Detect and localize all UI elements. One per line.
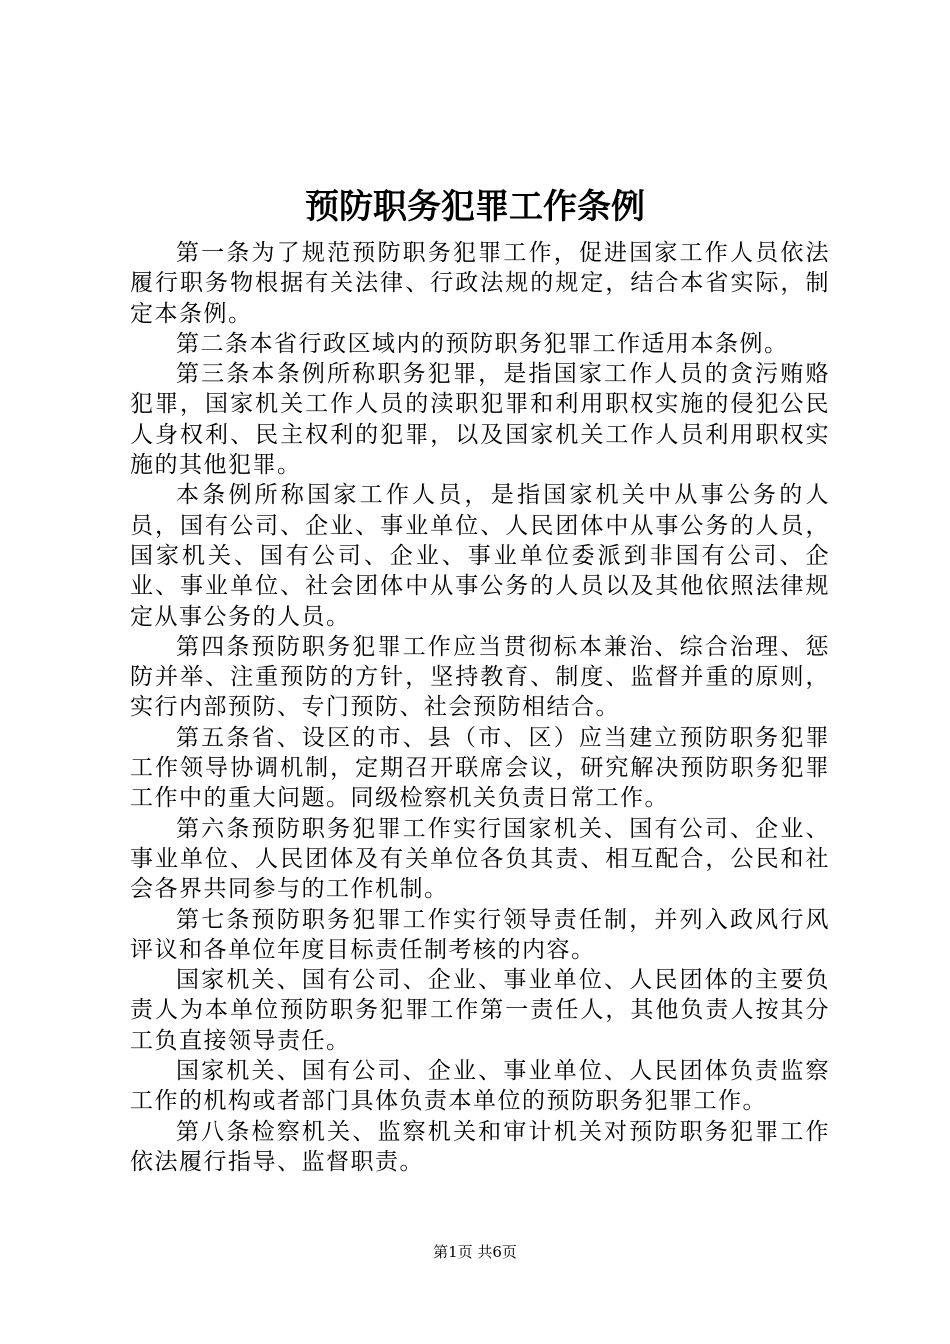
- paragraph-article-7-responsibility: 国家机关、国有公司、企业、事业单位、人民团体的主要负责人为本单位预防职务犯罪工作第一责任人，其他负责人按其分工负直接领导责任。: [130, 967, 830, 1054]
- paragraph-article-5: 第五条省、设区的市、县（市、区）应当建立预防职务犯罪工作领导协调机制，定期召开联席会议，研究解决预防职务犯罪工作中的重大问题。同级检察机关负责日常工作。: [130, 724, 830, 812]
- paragraph-article-6: 第六条预防职务犯罪工作实行国家机关、国有公司、企业、事业单位、人民团体及有关单位各负其责、相互配合，公民和社会各界共同参与的工作机制。: [130, 815, 830, 903]
- page-indicator: 第1页 共6页: [433, 1243, 517, 1261]
- document-body: [130, 238, 830, 1177]
- paragraph-article-4: 第四条预防职务犯罪工作应当贯彻标本兼治、综合治理、惩防并举、注重预防的方针，坚持教育、制度、监督并重的原则，实行内部预防、专门预防、社会预防相结合。: [130, 633, 830, 721]
- page-footer: [0, 1242, 950, 1262]
- paragraph-article-7: 第七条预防职务犯罪工作实行领导责任制，并列入政风行风评议和各单位年度目标责任制考核的内容。: [130, 906, 830, 963]
- paragraph-article-7-supervision: 国家机关、国有公司、企业、事业单位、人民团体负责监察工作的机构或者部门具体负责本单位的预防职务犯罪工作。: [130, 1058, 830, 1115]
- paragraph-article-1: 第一条为了规范预防职务犯罪工作，促进国家工作人员依法履行职务物根据有关法律、行政法规的规定，结合本省实际，制定本条例。: [130, 240, 830, 327]
- page-title: 预防职务犯罪工作条例: [305, 187, 645, 227]
- paragraph-article-8: 第八条检察机关、监察机关和审计机关对预防职务犯罪工作依法履行指导、监督职责。: [130, 1118, 830, 1175]
- paragraph-article-3-definition: 本条例所称国家工作人员，是指国家机关中从事公务的人员，国有公司、企业、事业单位、人民团体中从事公务的人员，国家机关、国有公司、企业、事业单位委派到非国有公司、企业、事业单位、社会团体中从事公务的人员以及其他依照法律规定从事公务的人员。: [130, 482, 830, 630]
- paragraph-article-2: 第二条本省行政区域内的预防职务犯罪工作适用本条例。: [176, 330, 789, 357]
- paragraph-article-3: 第三条本条例所称职务犯罪，是指国家工作人员的贪污贿赂犯罪，国家机关工作人员的渎职犯罪和利用职权实施的侵犯公民人身权利、民主权利的犯罪，以及国家机关工作人员利用职权实施的其他犯罪。: [130, 361, 830, 479]
